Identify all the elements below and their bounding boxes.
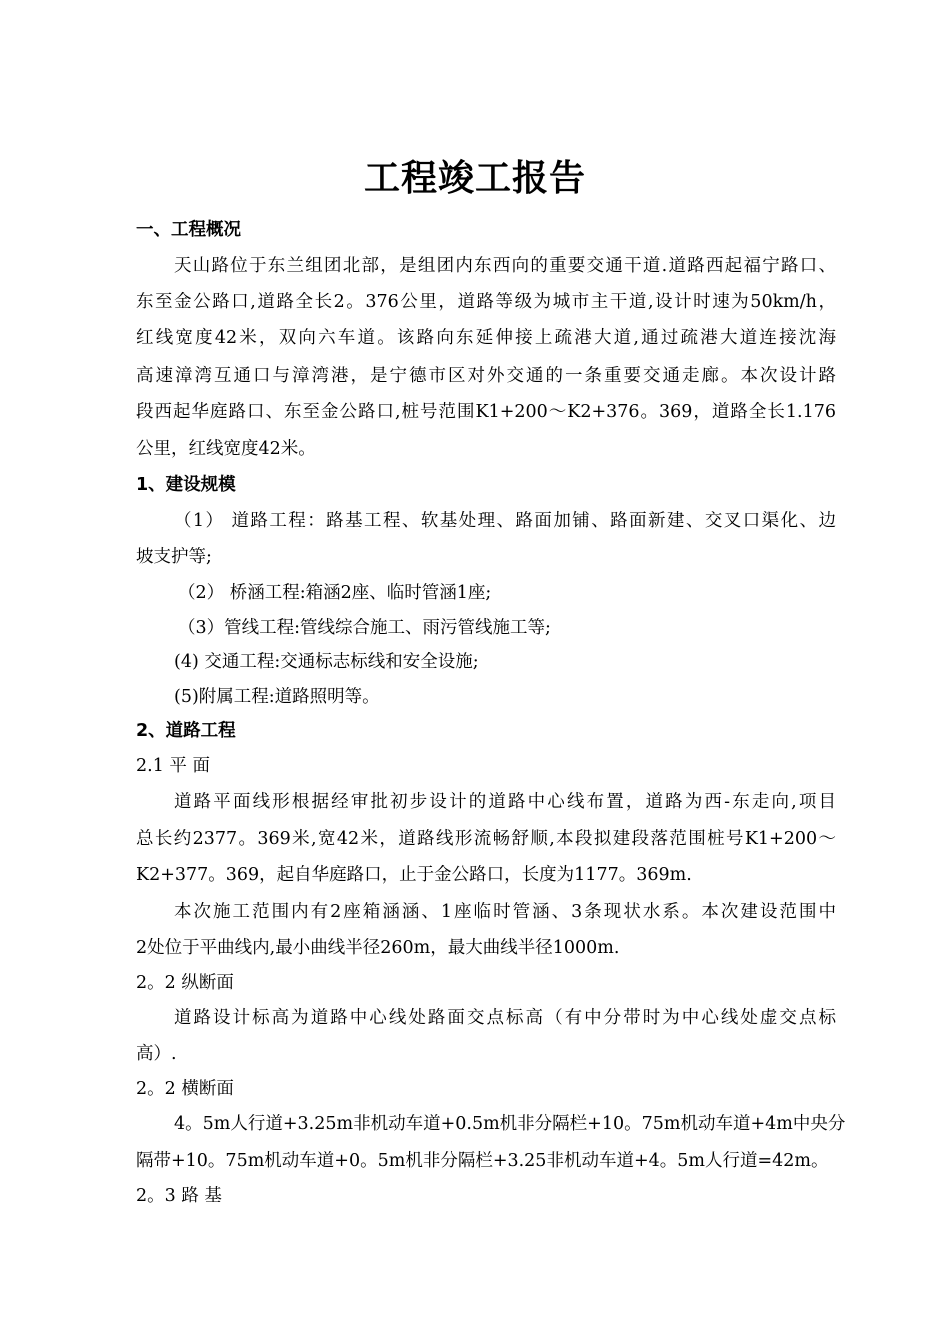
document-title: 工程竣工报告	[363, 158, 586, 199]
list-item: （3）管线工程:管线综合施工、雨污管线施工等;	[178, 618, 551, 638]
paragraph-line: K2+377。369，起自华庭路口，止于金公路口，长度为1177。369m.	[136, 865, 692, 885]
paragraph-line: 总长约2377。369米,宽42米，道路线形流畅舒顺,本段拟建段落范围桩号K1+200～	[136, 829, 836, 849]
paragraph-line: 红线宽度42米，双向六车道。该路向东延伸接上疏港大道,通过疏港大道连接沈海	[136, 328, 836, 348]
paragraph-line: 隔带+10。75m机动车道+0。5m机非分隔栏+3.25非机动车道+4。5m人行道=42m。	[136, 1151, 829, 1171]
list-item: 坡支护等;	[136, 547, 212, 567]
subsection-heading: 2。2 纵断面	[136, 973, 234, 993]
paragraph-line: 天山路位于东兰组团北部，是组团内东西向的重要交通干道.道路西起福宁路口、	[174, 256, 836, 276]
paragraph-line: 本次施工范围内有2座箱涵涵、1座临时管涵、3条现状水系。本次建设范围中	[174, 902, 836, 922]
paragraph-line: 高）.	[136, 1044, 177, 1064]
section-heading-road: 2、道路工程	[136, 721, 236, 741]
paragraph-line: 公里，红线宽度42米。	[136, 439, 316, 459]
paragraph-line: 2处位于平曲线内,最小曲线半径260m，最大曲线半径1000m.	[136, 938, 620, 958]
paragraph-line: 道路平面线形根据经审批初步设计的道路中心线布置，道路为西-东走向,项目	[174, 792, 836, 812]
subsection-heading: 2。2 横断面	[136, 1079, 234, 1099]
paragraph-line: 4。5m人行道+3.25m非机动车道+0.5m机非分隔栏+10。75m机动车道+4m中央分	[174, 1114, 846, 1134]
subsection-heading: 2。3 路 基	[136, 1186, 222, 1206]
paragraph-line: 东至金公路口,道路全长2。376公里，道路等级为城市主干道,设计时速为50km/h，	[136, 292, 836, 312]
list-item: （2） 桥涵工程:箱涵2座、临时管涵1座;	[178, 583, 492, 603]
subsection-heading: 2.1 平 面	[136, 756, 210, 776]
list-item: （1） 道路工程：路基工程、软基处理、路面加铺、路面新建、交叉口渠化、边	[174, 511, 836, 531]
paragraph-line: 段西起华庭路口、东至金公路口,桩号范围K1+200～K2+376。369，道路全长1.176	[136, 402, 836, 422]
paragraph-line: 高速漳湾互通口与漳湾港，是宁德市区对外交通的一条重要交通走廊。本次设计路	[136, 366, 836, 386]
section-heading-scale: 1、建设规模	[136, 475, 236, 495]
list-item: (4) 交通工程:交通标志标线和安全设施;	[174, 652, 479, 672]
list-item: (5)附属工程:道路照明等。	[174, 687, 380, 707]
paragraph-line: 道路设计标高为道路中心线处路面交点标高（有中分带时为中心线处虚交点标	[174, 1008, 836, 1028]
section-heading-overview: 一、工程概况	[136, 220, 241, 240]
